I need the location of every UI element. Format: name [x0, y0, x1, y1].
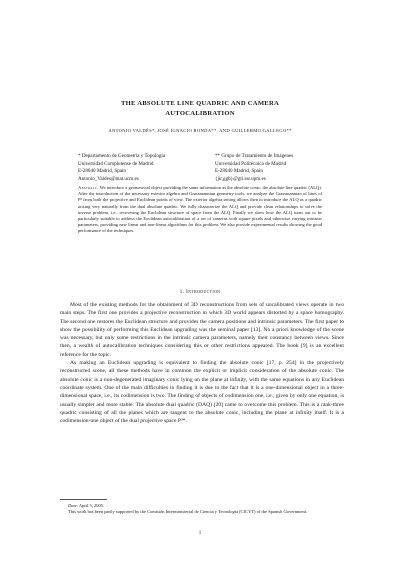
body-text	[60, 301, 344, 425]
abstract-label: Abstract.	[78, 185, 99, 190]
affiliation-right	[215, 153, 293, 183]
section-heading: 1. Introduction	[179, 289, 221, 295]
affiliation-left	[78, 153, 165, 183]
affiliation-left-line: Universidad Complutense de Madrid	[78, 160, 154, 167]
affiliation-right-email: {jir,ggb}@gti.ssr.upm.es	[215, 175, 266, 182]
affiliation-right-line: ** Grupo de Tratamiento de Imágenes	[215, 153, 294, 159]
title-line-2: AUTOCALIBRATION	[165, 110, 235, 117]
body-paragraph: As making an Euclidean upgrading is equivalent to finding the absolute conic [17, p. 254] in the projectively reconstructed scene, all these methods have in common the explicit or implicit consideration of the absolute conic. The absolute conic is a non-degenerated imaginary conic lying on the plane at infinity, with the same equations in any Euclidean coordinate system. One of the main difficulties in finding it is due to the fact that it is a one-dimensional object in a three-dimensional space, i.e., its codimension is two. The finding of objects of codimension one, i.e., given by only one equation, is usually simpler and more stable. The absolute dual quadric (DAQ) [20] came to overcome this problem. This is a rank-three quadric consisting of all the planes which are tangent to the absolute conic, including the plane at infinity itself. It is a codimension-one object of the dual projective space P³*.	[60, 360, 344, 425]
affiliation-left-line: E-28040 Madrid, Spain	[78, 168, 126, 175]
page-number: 1	[198, 531, 202, 536]
author-list: ANTONIO VALDÉS*, JOSÉ IGNACIO RONDA**, AND GUILLERMO GALLEGO**	[108, 128, 292, 133]
footnote-date-value: : April 5, 2005.	[76, 503, 105, 508]
affiliation-right-line: Universidad Politécnica de Madrid	[215, 160, 287, 167]
affiliation-right-line: E-28040 Madrid, Spain	[215, 168, 263, 175]
abstract-text: We introduce a geometrical object providing the same information as the absolute conic: the absolute line quadric (ALQ). After the introduction of the necessary exterior algebra and Grassmannian geometry tools, we analyze the Grassmannian of lines of P³ from both the projective and Euclidean points of view. The exterior algebra setting allows then to introduce the ALQ as a quadric arising very naturally from the dual absolute quadric. We fully characterize the ALQ and provide clean relationships to solve the inverse problem, i.e., recovering the Euclidean structure of space from the ALQ. Finally we show how the ALQ turns out to be particularly suitable to address the Euclidean autocalibration of a set of cameras with square pixels and otherwise varying intrinsic parameters, providing new linear and non-linear algorithms for this problem. We also provide experimental results showing the good performance of the techniques.	[78, 185, 322, 234]
paper-title	[60, 99, 340, 119]
footnotes	[60, 503, 344, 515]
footnote-rule	[60, 499, 107, 500]
title-line-1: THE ABSOLUTE LINE QUADRIC AND CAMERA	[121, 100, 279, 107]
body-paragraph: Most of the existing methods for the obtainment of 3D reconstructions from sets of uncalibrated views operate in two main steps. The first one provides a projective reconstruction in which 3D world appears distorted by a space homography. The second one restores the Euclidean structure and provides the camera positions and intrinsic parameters. The first paper to show the possibility of performing this Euclidean upgrading was the seminal paper [13]. No a priori knowledge of the scene was necessary, but only some restrictions in the intrinsic camera parameters, namely their constancy between views. Since then, a wealth of autocalibration techniques considering this or other restrictions appeared. The book [9] is an excellent reference for the topic.	[60, 302, 344, 358]
footnote-support: This work has been partly supported by the Comisión Interministerial de Ciencia y Tecnología (CICYT) of the Spanish Government.	[68, 509, 308, 515]
affiliation-left-email: Antonio_Valdes@mat.ucm.es	[78, 175, 139, 182]
affiliation-left-line: * Departamento de Geometría y Topología	[78, 153, 166, 159]
abstract	[78, 185, 322, 235]
footnote-date-label: Date	[68, 503, 77, 508]
